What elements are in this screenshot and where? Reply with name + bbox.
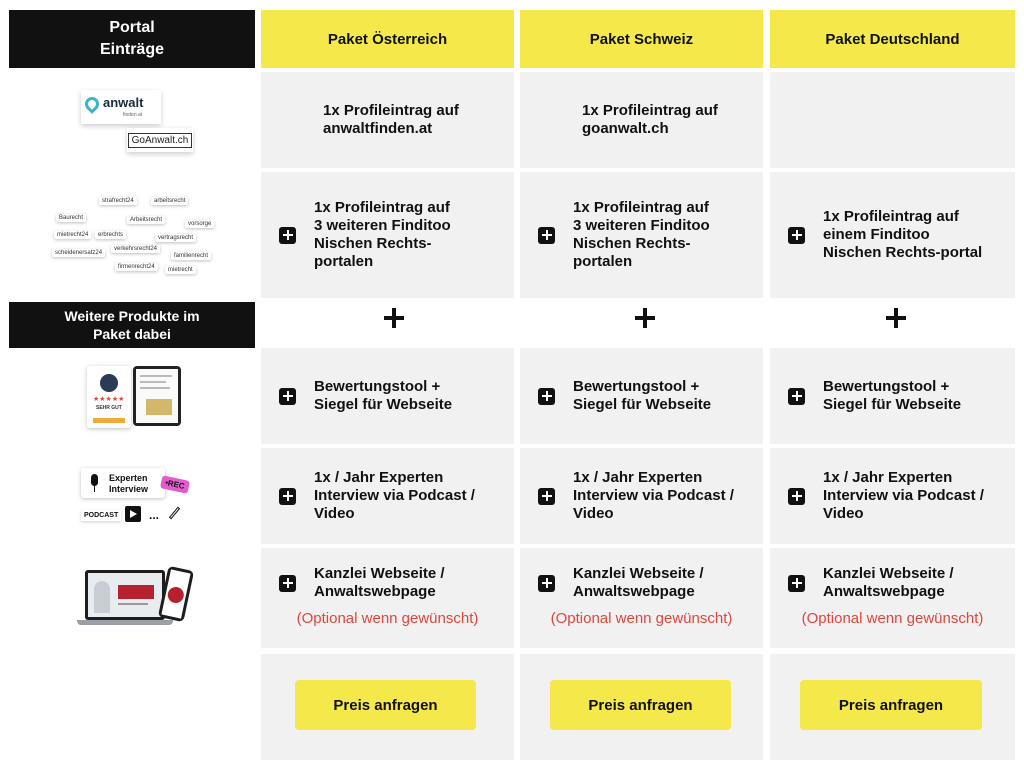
goanwalt-logo-text: GoAnwalt.ch — [128, 133, 193, 148]
profile-at-line1: 1x Profileintrag auf — [323, 102, 459, 119]
nische-logo: vertragsrecht — [155, 234, 196, 242]
bewertung-illustration — [9, 348, 255, 444]
preis-anfragen-button-at[interactable]: Preis anfragen — [295, 680, 476, 730]
preis-anfragen-button-ch[interactable]: Preis anfragen — [550, 680, 731, 730]
feature-webseite-de — [788, 548, 1005, 618]
feature-profile-ch — [582, 72, 753, 168]
cell-webseite-at — [261, 548, 514, 648]
webseite-at-line1: Kanzlei Webseite / — [314, 565, 445, 582]
nische-logo: Baurecht — [56, 214, 86, 222]
nischen-de-line1: 1x Profileintrag auf — [823, 208, 959, 225]
header-paket-oesterreich: Paket Österreich — [261, 10, 514, 68]
nische-logo: mietrecht — [165, 266, 196, 274]
rating-seal — [87, 366, 131, 428]
microphone-stand — [94, 486, 95, 492]
cell-interview-de — [770, 448, 1015, 544]
nischen-ch-line3: Nischen Rechts- — [573, 235, 691, 252]
feature-nischen-at — [279, 172, 504, 298]
feature-bewertung-at — [279, 348, 504, 444]
cell-profile-ch — [520, 72, 763, 168]
cell-cta-ch — [520, 654, 763, 760]
header-paket-deutschland: Paket Deutschland — [770, 10, 1015, 68]
bewertung-ch-line1: Bewertungstool + — [573, 378, 700, 395]
interview-de-line3: Video — [823, 505, 864, 522]
feature-webseite-ch — [538, 548, 753, 618]
interview-at-line3: Video — [314, 505, 355, 522]
weitere-line1: Weitere Produkte im — [64, 308, 200, 324]
bewertung-de-line1: Bewertungstool + — [823, 378, 950, 395]
interview-card — [81, 468, 165, 498]
plus-box-icon — [279, 488, 296, 505]
podcast-label: PODCAST — [81, 510, 121, 521]
feature-bewertung-de — [788, 348, 1005, 444]
nische-logo: familienrecht — [171, 252, 211, 260]
microphone-icon — [91, 474, 98, 486]
nischen-ch-line1: 1x Profileintrag auf — [573, 199, 709, 216]
plus-box-icon — [788, 388, 805, 405]
cell-interview-ch — [520, 448, 763, 544]
feature-nischen-de — [788, 172, 1005, 298]
plus-box-icon — [538, 575, 555, 592]
goanwalt-logo — [127, 128, 193, 152]
webseite-de-line1: Kanzlei Webseite / — [823, 565, 954, 582]
interview-ch-line2: Interview via Podcast / — [573, 487, 734, 504]
nischen-ch-line4: portalen — [573, 253, 633, 270]
optional-note-de: (Optional wenn gewünscht) — [801, 610, 984, 627]
header-paket-schweiz: Paket Schweiz — [520, 10, 763, 68]
nischen-at-line4: portalen — [314, 253, 374, 270]
location-pin-icon — [82, 94, 102, 114]
nischen-at-line3: Nischen Rechts- — [314, 235, 432, 252]
nische-logo: scheidenersatz24 — [52, 249, 105, 257]
interview-illustration — [9, 448, 255, 544]
nischen-de-line3: Nischen Rechts-portal — [823, 244, 983, 261]
pencil-icon — [169, 507, 180, 520]
plus-box-icon — [788, 575, 805, 592]
feature-nischen-ch — [538, 172, 753, 298]
seal-bar — [93, 418, 125, 423]
feature-bewertung-ch — [538, 348, 753, 444]
profile-at-line2: anwaltfinden.at — [323, 120, 433, 137]
nischen-at-line1: 1x Profileintrag auf — [314, 199, 450, 216]
tablet-icon — [133, 366, 181, 426]
interview-de-line1: 1x / Jahr Experten — [823, 469, 953, 486]
webseite-illustration — [9, 548, 255, 648]
feature-interview-ch — [538, 448, 753, 544]
nische-logo: Arbeitsrecht — [127, 216, 165, 224]
plus-box-icon — [538, 227, 555, 244]
nische-logo: firmenrecht24 — [115, 263, 158, 271]
preis-anfragen-button-de[interactable]: Preis anfragen — [800, 680, 982, 730]
feature-interview-at — [279, 448, 504, 544]
nische-logo: strafrecht24 — [99, 197, 137, 205]
portal-header-line1: Portal — [109, 19, 155, 36]
play-icon — [125, 506, 141, 522]
seal-circle — [100, 374, 118, 392]
webseite-de-line2: Anwaltswebpage — [823, 583, 945, 600]
nische-logo: erbrechts — [95, 231, 126, 239]
plus-box-icon — [279, 388, 296, 405]
interview-ch-line1: 1x / Jahr Experten — [573, 469, 703, 486]
bewertung-at-line2: Siegel für Webseite — [314, 396, 453, 413]
optional-note-ch: (Optional wenn gewünscht) — [550, 610, 733, 627]
cell-nischen-at — [261, 172, 514, 298]
portal-header-line2: Einträge — [99, 41, 164, 58]
bewertung-at-line1: Bewertungstool + — [314, 378, 441, 395]
anwalt-logos — [9, 72, 255, 168]
cell-bewertung-ch — [520, 348, 763, 444]
nischen-logos — [9, 172, 255, 298]
webseite-at-line2: Anwaltswebpage — [314, 583, 436, 600]
bewertung-de-line2: Siegel für Webseite — [823, 396, 962, 413]
anwaltfinden-logo — [81, 90, 161, 124]
interview-line1: Experten — [109, 473, 148, 483]
nische-logo: vorsorge — [185, 220, 214, 228]
cell-profile-at — [261, 72, 514, 168]
nische-logo: arbeitsrecht — [151, 197, 188, 205]
webseite-ch-line1: Kanzlei Webseite / — [573, 565, 704, 582]
cell-webseite-de — [770, 548, 1015, 648]
plus-box-icon — [788, 488, 805, 505]
cell-nischen-ch — [520, 172, 763, 298]
cell-interview-at — [261, 448, 514, 544]
interview-line2: Interview — [109, 484, 149, 494]
plus-box-icon — [538, 388, 555, 405]
nischen-ch-line2: 3 weiteren Finditoo — [573, 217, 710, 234]
cell-nischen-de — [770, 172, 1015, 298]
profile-ch-line1: 1x Profileintrag auf — [582, 102, 718, 119]
interview-at-line1: 1x / Jahr Experten — [314, 469, 444, 486]
anwalt-logo-sub: finden.at — [123, 112, 143, 118]
feature-webseite-at — [279, 548, 504, 618]
nischen-de-line2: einem Finditoo — [823, 226, 930, 243]
plus-box-icon — [538, 488, 555, 505]
cell-webseite-ch — [520, 548, 763, 648]
interview-de-line2: Interview via Podcast / — [823, 487, 984, 504]
laptop-icon — [77, 570, 173, 626]
nische-logo: verkehrsrecht24 — [111, 245, 160, 253]
feature-interview-de — [788, 448, 1005, 544]
feature-profile-at — [323, 72, 504, 168]
interview-ch-line3: Video — [573, 505, 614, 522]
ellipsis-text: ... — [149, 508, 160, 522]
cell-cta-de — [770, 654, 1015, 760]
plus-box-icon — [279, 227, 296, 244]
seal-text: SEHR GUT — [96, 405, 122, 411]
cell-profile-de — [770, 72, 1015, 168]
plus-icon — [384, 308, 404, 328]
weitere-line2: Paket dabei — [93, 326, 171, 342]
stars-icon: ★★★★★ — [93, 396, 125, 403]
weitere-produkte-header — [9, 302, 255, 348]
cell-cta-at — [261, 654, 514, 760]
bewertung-ch-line2: Siegel für Webseite — [573, 396, 712, 413]
webseite-ch-line2: Anwaltswebpage — [573, 583, 695, 600]
plus-box-icon — [788, 227, 805, 244]
nischen-at-line2: 3 weiteren Finditoo — [314, 217, 451, 234]
anwalt-logo-text: anwalt — [103, 95, 144, 110]
optional-note-at: (Optional wenn gewünscht) — [296, 610, 479, 627]
plus-icon — [886, 308, 906, 328]
plus-icon — [635, 308, 655, 328]
plus-box-icon — [279, 575, 296, 592]
cell-bewertung-de — [770, 348, 1015, 444]
profile-ch-line2: goanwalt.ch — [582, 120, 669, 137]
rec-badge: •REC — [160, 475, 190, 493]
interview-at-line2: Interview via Podcast / — [314, 487, 475, 504]
cell-bewertung-at — [261, 348, 514, 444]
nische-logo: mietrecht24 — [54, 231, 91, 239]
portal-eintraege-header — [9, 10, 255, 68]
